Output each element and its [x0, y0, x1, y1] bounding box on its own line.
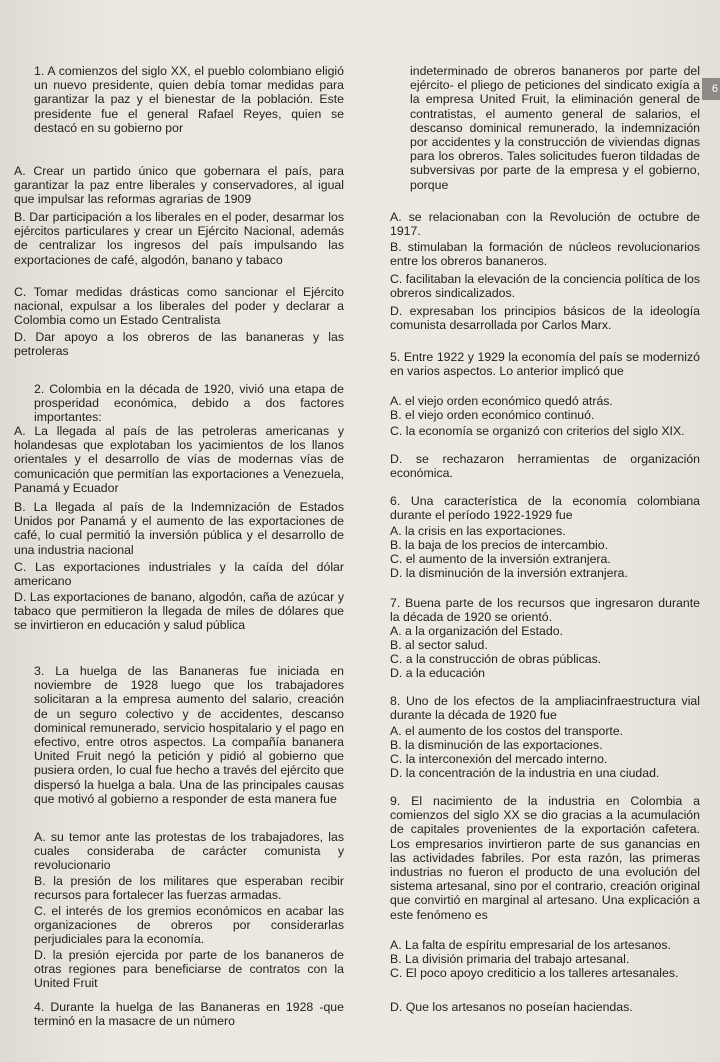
q1-option-d: D. Dar apoyo a los obreros de las bananeras y las petroleras [14, 330, 344, 359]
q1-option-a: A. Crear un partido único que gobernara el país, para garantizar la paz entre liberales y conservadores, al igual que impulsar las reformas agrarias de 1909 [14, 164, 344, 207]
q9-option-a: A. La falta de espíritu empresarial de los artesanos. [390, 938, 671, 952]
q7-option-b: B. al sector salud. [390, 638, 488, 652]
page-tab-marker: 6 [702, 78, 720, 100]
q4-option-b: B. stimulaban la formación de núcleos revolucionarios entre los obreros bananeros. [390, 240, 700, 269]
q1-option-b: B. Dar participación a los liberales en el poder, desarmar los ejércitos particulares y crear un Ejército Nacional, además de centralizar los ingresos del país impulsando las exportaciones de café, algodón, banano y tabaco [14, 210, 344, 267]
q8-option-a: A. el aumento de los costos del transporte. [390, 724, 624, 738]
q2-stem: 2. Colombia en la década de 1920, vivió una etapa de prosperidad económica, debido a dos factores importantes: [34, 382, 344, 425]
q1-option-c: C. Tomar medidas drásticas como sancionar el Ejército nacional, expulsar a los liberales del poder y declarar a Colombia como un Estado Centralista [14, 285, 344, 328]
q2-option-b: B. La llegada al país de la Indemnización de Estados Unidos por Panamá y el aumento de las exportaciones de café, lo cual permitió la inversión pública y el desarrollo de una industria nacional [14, 500, 344, 557]
q2-option-d: D. Las exportaciones de banano, algodón, caña de azúcar y tabaco que permitieron la llegada de miles de dólares que se invirtieron en educación y salud pública [14, 590, 344, 633]
q2-option-c: C. Las exportaciones industriales y la caída del dólar americano [14, 560, 344, 589]
q5-option-a: A. el viejo orden económico quedó atrás. [390, 394, 613, 408]
q9-option-d: D. Que los artesanos no poseían haciendas. [390, 1000, 633, 1014]
q6-option-a: A. la crisis en las exportaciones. [390, 524, 566, 538]
q1-stem: 1. A comienzos del siglo XX, el pueblo colombiano eligió un nuevo presidente, quien debía tomar medidas para garantizar la paz y el bienestar de la población. Este presidente fue el general Rafael Reyes, quien se destacó en su gobierno por [34, 64, 344, 135]
q4-stem-start: 4. Durante la huelga de las Bananeras en 1928 -que terminó en la masacre de un número [34, 1000, 344, 1029]
q7-option-d: D. a la educación [390, 666, 486, 680]
q2-option-a: A. La llegada al país de las petroleras americanas y holandesas que explotaban los yacimientos de los llanos orientales y el desarrollo de vías de modernas vías de comunicación que permitían las exportaciones a Venezuela, Panamá y Ecuador [14, 424, 344, 495]
q7-stem: 7. Buena parte de los recursos que ingresaron durante la década de 1920 se orientó. [390, 596, 700, 625]
q3-option-b: B. la presión de los militares que esperaban recibir recursos para fortalecer las fuerzas armadas. [34, 874, 344, 903]
q6-option-d: D. la disminución de la inversión extranjera. [390, 566, 628, 580]
q4-option-a: A. se relacionaban con la Revolución de octubre de 1917. [390, 210, 700, 239]
q8-option-b: B. la disminución de las exportaciones. [390, 738, 603, 752]
q4-option-d: D. expresaban los principios básicos de la ideología comunista desarrollada por Carlos Marx. [390, 304, 700, 333]
q9-option-c: C. El poco apoyo crediticio a los talleres artesanales. [390, 966, 679, 980]
q5-option-b: B. el viejo orden económico continuó. [390, 408, 595, 422]
q9-stem: 9. El nacimiento de la industria en Colombia a comienzos del siglo XX se dio gracias a la acumulación de capitales provenientes de la exportación cafetera. Los empresarios invirtieron parte de sus ganancias en las actividades fabriles. Por esta razón, las primeras industrias no fueron el producto de una evolución del sistema artesanal, sino por el contrario, creación original que convirtió en marginal al artesano. Una explicación a este fenómeno es [390, 794, 700, 922]
q8-option-d: D. la concentración de la industria en una ciudad. [390, 766, 660, 780]
q4-option-c: C. facilitaban la elevación de la conciencia política de los obreros sindicalizados. [390, 272, 700, 301]
q6-option-b: B. la baja de los precios de intercambio. [390, 538, 609, 552]
q5-stem: 5. Entre 1922 y 1929 la economía del país se modernizó en varios aspectos. Lo anterior implicó que [390, 350, 700, 379]
q6-option-c: C. el aumento de la inversión extranjera. [390, 552, 611, 566]
q7-option-c: C. a la construcción de obras públicas. [390, 652, 602, 666]
q8-option-c: C. la interconexión del mercado interno. [390, 752, 608, 766]
q5-option-c: C. la economía se organizó con criterios del siglo XIX. [390, 424, 685, 438]
q9-option-b: B. La división primaria del trabajo artesanal. [390, 952, 630, 966]
q8-stem: 8. Uno de los efectos de la ampliacinfraestructura vial durante la década de 1920 fue [390, 694, 700, 723]
q6-stem: 6. Una característica de la economía colombiana durante el período 1922-1929 fue [390, 494, 700, 523]
q5-option-d: D. se rechazaron herramientas de organización económica. [390, 452, 700, 481]
q4-stem-continued: indeterminado de obreros bananeros por parte del ejército- el pliego de peticiones del sindicato exigía a la empresa United Fruit, la eliminación general de contratistas, el aumento general de salarios, el descanso dominical remunerado, la indemnización por accidentes y la construcción de viviendas dignas para los obreros. Tales solicitudes fueron tildadas de subversivas por parte de la empresa y el gobierno, porque [410, 64, 700, 192]
q3-option-a: A. su temor ante las protestas de los trabajadores, las cuales consideraba de carácter comunista y revolucionario [34, 830, 344, 873]
q3-stem: 3. La huelga de las Bananeras fue iniciada en noviembre de 1928 luego que los trabajadores solicitaran a la empresa aumento del salario, creación de un seguro colectivo y de accidentes, descanso dominical remunerado, servicio hospitalario y el pago en efectivo, entre otros aspectos. La compañía bananera United Fruit negó la petición y pidió al gobierno que pusiera orden, lo cual fue hecho a través del ejército que dispersó la huelga a bala. Una de las principales causas que motivó al gobierno a responder de esta manera fue [34, 664, 344, 806]
q3-option-d: D. la presión ejercida por parte de los bananeros de otras regiones para beneficiarse de contratos con la United Fruit [34, 948, 344, 991]
q7-option-a: A. a la organización del Estado. [390, 624, 563, 638]
q3-option-c: C. el interés de los gremios económicos en acabar las organizaciones de obreros por considerarlas perjudiciales para la economía. [34, 904, 344, 947]
